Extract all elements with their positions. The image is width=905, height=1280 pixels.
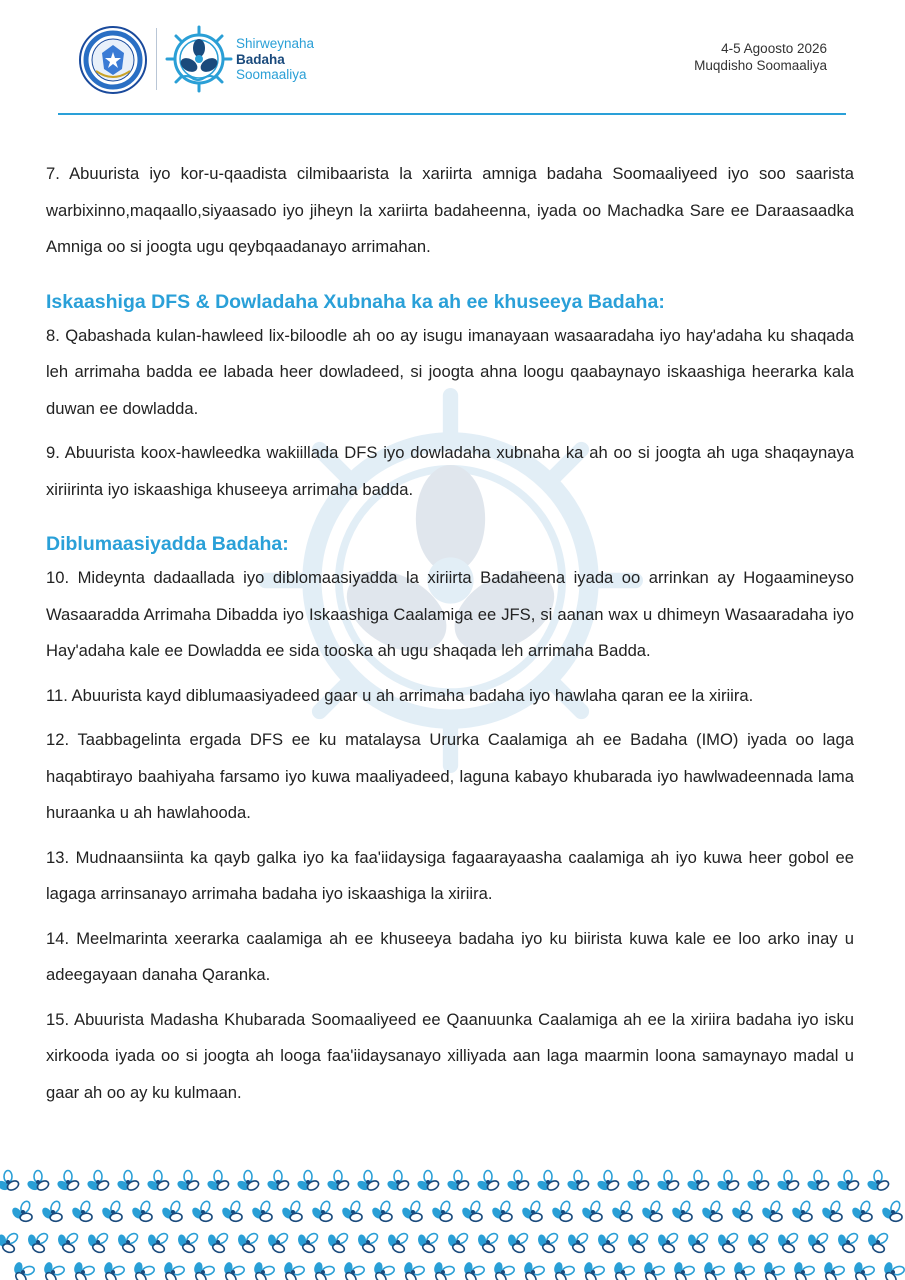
- propeller-motif: [743, 1225, 775, 1257]
- propeller-motif: [130, 1257, 157, 1280]
- propeller-motif: [608, 1196, 639, 1226]
- propeller-motif: [848, 1196, 879, 1226]
- propeller-motif: [533, 1225, 565, 1257]
- propeller-motif: [506, 1171, 530, 1192]
- propeller-motif: [668, 1196, 699, 1226]
- propeller-motif: [863, 1225, 895, 1257]
- propeller-motif: [803, 1225, 835, 1257]
- section-heading-cooperation: Iskaashiga DFS & Dowladaha Xubnaha ka ah ee khuseeya Badaha:: [46, 290, 665, 313]
- propeller-motif: [280, 1257, 307, 1280]
- propeller-motif: [773, 1225, 805, 1257]
- propeller-motif: [730, 1257, 757, 1280]
- propeller-motif: [758, 1196, 789, 1226]
- section-heading-diplomacy: Diblumaasiyadda Badaha:: [46, 533, 289, 555]
- list-item-14: 14. Meelmarinta xeerarka caalamiga ah ee khuseeya badaha iyo ku biirista kuwa kale ee loo arko inay u adeegayaan danaha Qaranka.: [46, 928, 854, 984]
- propeller-motif: [0, 1225, 25, 1257]
- propeller-motif: [760, 1257, 787, 1280]
- propeller-motif: [596, 1171, 620, 1192]
- propeller-motif: [83, 1225, 115, 1257]
- propeller-motif: [98, 1196, 129, 1226]
- propeller-motif: [353, 1225, 385, 1257]
- propeller-motif: [386, 1171, 410, 1192]
- propeller-motif: [550, 1257, 577, 1280]
- list-item-8: 8. Qabashada kulan-hawleed lix-biloodle ah oo ay isugu imanayaan wasaaradaha iyo hay'adaha ku shaqada leh arrimaha badda ee labada heer dowladeed, si joogta ahna loogu qaabaynayo iskaashiga heerarka kala duwan ee dowladda.: [46, 325, 854, 418]
- propeller-motif: [728, 1196, 759, 1226]
- propeller-motif: [670, 1257, 697, 1280]
- propeller-motif: [116, 1171, 140, 1192]
- propeller-motif: [788, 1196, 819, 1226]
- propeller-motif: [100, 1257, 127, 1280]
- propeller-motif: [296, 1171, 320, 1192]
- propeller-motif: [340, 1257, 367, 1280]
- propeller-motif: [698, 1196, 729, 1226]
- propeller-motif: [113, 1225, 145, 1257]
- propeller-motif: [86, 1171, 110, 1192]
- propeller-motif: [233, 1225, 265, 1257]
- propeller-motif: [833, 1225, 865, 1257]
- propeller-motif: [0, 1171, 20, 1192]
- propeller-motif: [398, 1196, 429, 1226]
- propeller-motif: [383, 1225, 415, 1257]
- propeller-motif: [143, 1225, 175, 1257]
- propeller-motif: [26, 1171, 50, 1192]
- propeller-motif: [190, 1257, 217, 1280]
- propeller-motif: [536, 1171, 560, 1192]
- propeller-motif: [326, 1171, 350, 1192]
- propeller-motif: [8, 1196, 39, 1226]
- list-item-11: 11. Abuurista kayd diblumaasiyadeed gaar u ah arrimaha badaha iyo hawlaha qaran ee la xiriira.: [46, 685, 754, 705]
- propeller-motif: [850, 1257, 877, 1280]
- propeller-motif: [250, 1257, 277, 1280]
- ship-wheel-icon: [164, 24, 234, 94]
- brand-line-2: Badaha: [236, 51, 285, 67]
- propeller-motif: [638, 1196, 669, 1226]
- propeller-pattern-icon: [0, 1166, 905, 1280]
- propeller-motif: [626, 1171, 650, 1192]
- propeller-motif: [416, 1171, 440, 1192]
- propeller-motif: [68, 1196, 99, 1226]
- propeller-motif: [10, 1257, 37, 1280]
- propeller-motif: [293, 1225, 325, 1257]
- list-item-10: 10. Mideynta dadaallada iyo diblomaasiyadda la xiriirta Badaheena iyada oo arrinkan ay Hogaamineyso Wasaaradda Arrimaha Dibadda iyo Iskaashiga Caalamiga ee JFS, si aanan wax u dhimeyn Wasaaradaha iyo Hay'adaha kale ee Dowladda ee sida tooska ah ugu shaqada leh arrimaha Badda.: [46, 568, 854, 660]
- propeller-motif: [443, 1225, 475, 1257]
- propeller-motif: [473, 1225, 505, 1257]
- propeller-motif: [578, 1196, 609, 1226]
- propeller-motif: [53, 1225, 85, 1257]
- propeller-motif: [368, 1196, 399, 1226]
- list-item-7: 7. Abuurista iyo kor-u-qaadista cilmibaarista la xariirta amniga badaha Soomaaliyeed iyo soo saarista warbixinno,maqaallo,siyaasado iyo jiheyn la xariirta badaheenna, iyada oo Machadka Sare ee Daraasaadka Amniga oo si joogta ugu qeybqaadanayo arrimahan.: [46, 164, 854, 256]
- propeller-motif: [308, 1196, 339, 1226]
- government-seal-icon: [78, 25, 148, 95]
- event-date: 4-5 Agoosto 2026: [721, 41, 827, 56]
- propeller-motif: [460, 1257, 487, 1280]
- propeller-motif: [866, 1171, 890, 1192]
- event-location: Muqdisho Soomaaliya: [694, 58, 827, 73]
- propeller-motif: [56, 1171, 80, 1192]
- page-header: [0, 0, 905, 120]
- propeller-motif: [566, 1171, 590, 1192]
- propeller-motif: [836, 1171, 860, 1192]
- propeller-motif: [400, 1257, 427, 1280]
- propeller-motif: [158, 1196, 189, 1226]
- propeller-motif: [490, 1257, 517, 1280]
- propeller-motif: [278, 1196, 309, 1226]
- propeller-motif: [248, 1196, 279, 1226]
- propeller-motif: [623, 1225, 655, 1257]
- propeller-motif: [38, 1196, 69, 1226]
- propeller-motif: [40, 1257, 67, 1280]
- propeller-motif: [518, 1196, 549, 1226]
- propeller-motif: [820, 1257, 847, 1280]
- propeller-motif: [656, 1171, 680, 1192]
- propeller-motif: [446, 1171, 470, 1192]
- propeller-motif: [878, 1196, 905, 1226]
- brand-name: [236, 36, 314, 83]
- propeller-motif: [218, 1196, 249, 1226]
- propeller-motif: [323, 1225, 355, 1257]
- propeller-motif: [520, 1257, 547, 1280]
- propeller-motif: [310, 1257, 337, 1280]
- propeller-motif: [128, 1196, 159, 1226]
- propeller-motif: [188, 1196, 219, 1226]
- propeller-motif: [818, 1196, 849, 1226]
- propeller-motif: [430, 1257, 457, 1280]
- propeller-motif: [338, 1196, 369, 1226]
- propeller-motif: [370, 1257, 397, 1280]
- propeller-motif: [70, 1257, 97, 1280]
- propeller-motif: [700, 1257, 727, 1280]
- list-item-9: 9. Abuurista koox-hawleedka wakiillada DFS iyo dowladaha xubnaha ka ah oo si joogta ah uga shaqaynaya xiriirinta iyo iskaashiga khuseeya arrimaha badda.: [46, 443, 854, 499]
- propeller-motif: [458, 1196, 489, 1226]
- propeller-motif: [610, 1257, 637, 1280]
- propeller-motif: [428, 1196, 459, 1226]
- list-item-13: 13. Mudnaansiinta ka qayb galka iyo ka faa'iidaysiga fagaarayaasha caalamiga ah iyo kuwa heer gobol ee lagaga arrinsanayo arrimaha badaha iyo iskaashiga la xiriira.: [46, 847, 854, 903]
- propeller-motif: [356, 1171, 380, 1192]
- propeller-motif: [173, 1225, 205, 1257]
- brand-line-3: Soomaaliya: [236, 67, 307, 82]
- propeller-motif: [266, 1171, 290, 1192]
- propeller-motif: [488, 1196, 519, 1226]
- propeller-motif: [413, 1225, 445, 1257]
- propeller-motif: [593, 1225, 625, 1257]
- header-divider: [156, 28, 157, 90]
- header-rule: [58, 113, 846, 115]
- propeller-motif: [176, 1171, 200, 1192]
- propeller-motif: [503, 1225, 535, 1257]
- list-item-15: 15. Abuurista Madasha Khubarada Soomaaliyeed ee Qaanuunka Caalamiga ah ee la xiriira badaha iyo isku xirkooda iyada oo si joogta ah looga faa'iidaysanayo xilliyada aan laga maarmin loona samaynayo madal u gaar ah oo ay ku kulmaan.: [46, 1009, 854, 1102]
- propeller-motif: [23, 1225, 55, 1257]
- propeller-motif: [716, 1171, 740, 1192]
- propeller-motif: [206, 1171, 230, 1192]
- propeller-motif: [160, 1257, 187, 1280]
- propeller-motif: [713, 1225, 745, 1257]
- propeller-motif: [806, 1171, 830, 1192]
- propeller-motif: [548, 1196, 579, 1226]
- propeller-motif: [220, 1257, 247, 1280]
- propeller-motif: [563, 1225, 595, 1257]
- propeller-motif: [263, 1225, 295, 1257]
- event-info: [694, 40, 827, 74]
- propeller-motif: [146, 1171, 170, 1192]
- document-body: [46, 156, 854, 1119]
- list-item-12: 12. Taabbagelinta ergada DFS ee ku matalaysa Ururka Caalamiga ah ee Badaha (IMO) iyada oo laga haqabtirayo baahiyaha farsamo iyo kuwa maaliyadeed, laguna kabayo khubarada iyo hawlwadeennada lama huraanka u ah hawlahooda.: [46, 730, 854, 822]
- propeller-motif: [880, 1257, 905, 1280]
- propeller-motif: [476, 1171, 500, 1192]
- propeller-motif: [686, 1171, 710, 1192]
- propeller-motif: [653, 1225, 685, 1257]
- propeller-motif: [580, 1257, 607, 1280]
- propeller-motif: [790, 1257, 817, 1280]
- propeller-motif: [746, 1171, 770, 1192]
- propeller-motif: [683, 1225, 715, 1257]
- propeller-motif: [236, 1171, 260, 1192]
- propeller-motif: [640, 1257, 667, 1280]
- propeller-motif: [776, 1171, 800, 1192]
- propeller-motif: [203, 1225, 235, 1257]
- brand-line-1: Shirweynaha: [236, 36, 315, 51]
